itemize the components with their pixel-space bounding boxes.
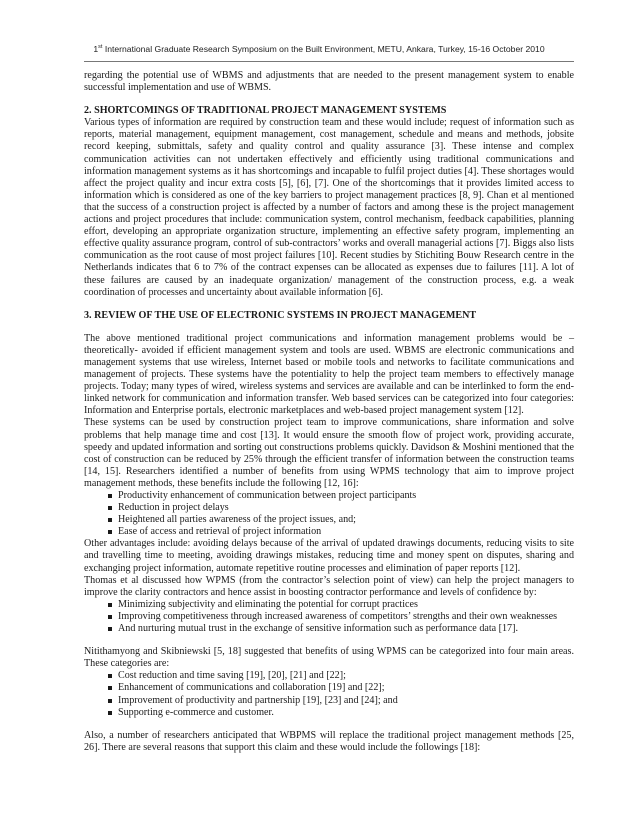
section-3-paragraph-6: Also, a number of researchers anticipated that WBPMS will replace the traditional project management methods [25, 26]. There are several reasons that support this claim and these would include the followings [18]: (84, 729, 574, 753)
section-3-paragraph-3: Other advantages include: avoiding delays because of the arrival of updated drawings documents, reducing visits to site and travelling time to meeting, avoiding drawings mistakes, reducing time and money spent on disputes, sharing and exchanging project information, automate repetitive routine processes and elimination of paper reports [12]. (84, 538, 574, 574)
header-text: International Graduate Research Symposium on the Built Environment, METU, Ankara, Turkey, 15-16 October 2010 (102, 44, 545, 54)
header-rule (84, 61, 574, 62)
header-ordinal: 1 (93, 44, 99, 54)
section-3-paragraph-1: The above mentioned traditional project communications and information management problems would be – theoretically- avoided if efficient management system and tools are used. WBMS are electronic communications and management systems that use wireless, Internet based or mobile tools and networks to facilitate communications and management of projects. These systems have the potentiality to help the project team members to effectively manage projects. Today; many types of wired, wireless systems and services are available and can be interlinked to form the end-linked network for communication and information transfer. Web based services can be categorized into four categories: Information and Enterprise portals, electronic marketplaces and web-based project management system [12]. (84, 332, 574, 417)
categories-list (84, 670, 574, 718)
list-item: Heightened all parties awareness of the project issues, and; (108, 514, 574, 526)
section-2-heading: 2. SHORTCOMINGS OF TRADITIONAL PROJECT MANAGEMENT SYSTEMS (84, 105, 447, 117)
list-item: Productivity enhancement of communication between project participants (108, 490, 574, 502)
header-ordinal-suffix: st (98, 44, 103, 51)
list-item: Improving competitiveness through increased awareness of competitors’ strengths and their own weaknesses (108, 611, 574, 623)
section-3-paragraph-2: These systems can be used by construction project team to improve communications, share information and solve problems that help manage time and cost [13]. It would ensure the smooth flow of project work, providing accurate, speedy and updated information and sorting out constructions problems quickly. Davidson & Moshini mentioned that the cost of construction can be reduced by 25% through the efficient transfer of information between the construction teams [14, 15]. Researchers identified a number of benefits from using WPMS technology that aim to improve project management methods, these benefits include the following [12, 16]: (84, 417, 574, 489)
list-item: Minimizing subjectivity and eliminating the potential for corrupt practices (108, 599, 574, 611)
section-3-heading: 3. REVIEW OF THE USE OF ELECTRONIC SYSTEMS IN PROJECT MANAGEMENT (84, 309, 477, 321)
section-3-paragraph-5: Nitithamyong and Skibniewski [5, 18] suggested that benefits of using WPMS can be categorized into four main areas. These categories are: (84, 646, 574, 670)
list-item: Supporting e-commerce and customer. (108, 707, 574, 719)
contractor-list (84, 599, 574, 635)
list-item: And nurturing mutual trust in the exchange of sensitive information such as performance data [17]. (108, 623, 574, 635)
intro-paragraph: regarding the potential use of WBMS and adjustments that are needed to the present management system to enable successful implementation and use of WBMS. (84, 70, 574, 94)
section-3-paragraph-4: Thomas et al discussed how WPMS (from the contractor’s selection point of view) can help the project managers to improve the clarity contractors and hence assist in boosting contractor performance and levels of confidence by: (84, 574, 574, 598)
list-item: Reduction in project delays (108, 502, 574, 514)
list-item: Cost reduction and time saving [19], [20], [21] and [22]; (108, 670, 574, 682)
list-item: Ease of access and retrieval of project information (108, 526, 574, 538)
page-body (84, 70, 574, 754)
running-header (0, 44, 638, 54)
list-item: Enhancement of communications and collaboration [19] and [22]; (108, 682, 574, 694)
benefits-list (84, 490, 574, 538)
list-item: Improvement of productivity and partnership [19], [23] and [24]; and (108, 695, 574, 707)
section-2-paragraph: Various types of information are required by construction team and these would include; request of information such as reports, material management, equipment management, cost management, schedule and means and methods, jobsite record keeping, submittals, safety and quality control and quality assurance [3]. These intense and complex communication activities can not undertaken effectively and efficiently using traditional communications and information management systems as it has shortcomings and incapable to fulfil project duties [4]. These shortages would affect the project quality and incur extra costs [5], [6], [7]. One of the shortcomings that it provides limited access to information which is considered as one of the key barriers to project management practices [8, 9]. Chan et al mentioned that the success of a construction project is affected by a number of factors and among these is the project management actions and project procedures that include: communication system, control mechanism, feedback capabilities, planning effort, developing an appropriate organization structure, implementing an effective safety program, implementing an effective quality assurance program, control of sub-contractors’ works and overall managerial actions [7]. Biggs also lists communication as the root cause of most project failures [10]. Recent studies by Stichiting Bouw Research centre in the Netherlands indicates that 6 to 7% of the contract expenses can be allocated as expenses due to failures [11]. A lot of these failures are caused by an inadequate organization/ management of the construction process, e.g. a weak coordination of processes and uncertainty about available information [6]. (84, 117, 574, 298)
